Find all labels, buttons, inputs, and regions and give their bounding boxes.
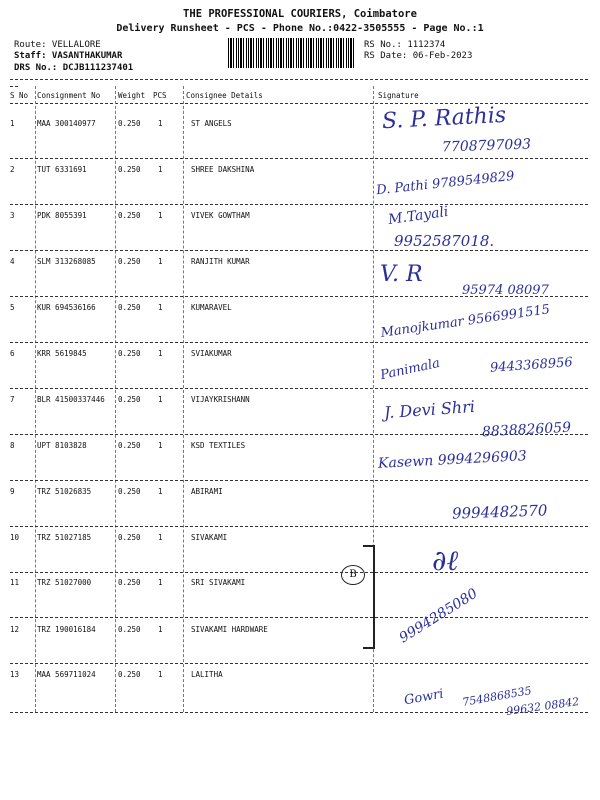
row-pcs: 1 <box>158 578 163 587</box>
row-weight: 0.250 <box>118 349 141 358</box>
signature-row-6: Panimala <box>379 355 442 384</box>
circled-mark: B <box>341 565 365 585</box>
row-consignment: PDK 8055391 <box>37 211 87 220</box>
row-consignment: TRZ 51027000 <box>37 578 92 587</box>
signature-phone-row-1: 7708797093 <box>441 136 532 156</box>
row-divider <box>10 663 588 664</box>
row-sno: 1 <box>10 119 15 128</box>
row-weight: 0.250 <box>118 165 141 174</box>
signature-row-3: M.Tayali <box>387 203 450 229</box>
row-consignment: SLM 313268085 <box>37 257 96 266</box>
row-weight: 0.250 <box>118 211 141 220</box>
row-pcs: 1 <box>158 303 163 312</box>
table-row <box>0 625 600 671</box>
staff-label: Staff: VASANTHAKUMAR <box>14 51 123 61</box>
row-consignee: SVIAKUMAR <box>191 349 232 358</box>
row-consignee: KUMARAVEL <box>191 303 232 312</box>
row-weight: 0.250 <box>118 625 141 634</box>
row-pcs: 1 <box>158 670 163 679</box>
signature-phone-row-13-alt: 99632 08842 <box>505 694 581 719</box>
col-signature: Signature <box>378 91 419 100</box>
row-consignee: ABIRAMI <box>191 487 223 496</box>
signature-row-8: Kasewn 9994296903 <box>377 448 528 472</box>
row-weight: 0.250 <box>118 533 141 542</box>
row-divider <box>10 342 588 343</box>
row-sno: 10 <box>10 533 20 542</box>
row-sno: 11 <box>10 578 20 587</box>
row-consignee: SRI SIVAKAMI <box>191 578 246 587</box>
row-consignee: LALITHA <box>191 670 223 679</box>
rs-number: RS No.: 1112374 <box>364 40 446 50</box>
row-weight: 0.250 <box>118 303 141 312</box>
row-consignment: TRZ 51026835 <box>37 487 92 496</box>
row-pcs: 1 <box>158 165 163 174</box>
row-divider <box>10 204 588 205</box>
company-title: THE PROFESSIONAL COURIERS, Coimbatore <box>183 8 417 20</box>
row-consignee: VIVEK GOWTHAM <box>191 211 250 220</box>
row-weight: 0.250 <box>118 119 141 128</box>
row-sno: 9 <box>10 487 15 496</box>
row-sno: 3 <box>10 211 15 220</box>
header-divider <box>10 79 588 80</box>
signature-scribble: ∂ℓ <box>432 544 459 577</box>
route-label: Route: VELLALORE <box>14 40 101 50</box>
row-consignment: MAA 300140977 <box>37 119 96 128</box>
signature-row-2: D. Pathi 9789549829 <box>375 168 516 199</box>
row-consignee: VIJAYKRISHANN <box>191 395 250 404</box>
row-pcs: 1 <box>158 349 163 358</box>
row-consignment: BLR 41500337446 <box>37 395 105 404</box>
signature-phone-row-6: 9443368956 <box>489 355 574 376</box>
runsheet-subtitle: Delivery Runsheet - PCS - Phone No.:0422-3505555 - Page No.:1 <box>116 23 484 34</box>
signature-row-4: V. R <box>380 262 423 287</box>
col-consignment: Consignment No <box>37 91 101 100</box>
row-sno: 4 <box>10 257 15 266</box>
row-weight: 0.250 <box>118 670 141 679</box>
rs-date: RS Date: 06-Feb-2023 <box>364 51 473 61</box>
row-divider <box>10 250 588 251</box>
row-pcs: 1 <box>158 487 163 496</box>
row-weight: 0.250 <box>118 487 141 496</box>
row-divider <box>10 617 588 618</box>
col-weight: Weight <box>118 91 146 100</box>
signature-row-13: Gowri <box>402 686 445 709</box>
row-divider <box>10 388 588 389</box>
row-sno: 2 <box>10 165 15 174</box>
col-consignee: Consignee Details <box>186 91 263 100</box>
row-consignee: SIVAKAMI HARDWARE <box>191 625 268 634</box>
signature-phone-row-4: 95974 08097 <box>462 283 549 298</box>
row-weight: 0.250 <box>118 578 141 587</box>
row-consignment: TUT 6331691 <box>37 165 87 174</box>
row-pcs: 1 <box>158 533 163 542</box>
row-sno: 6 <box>10 349 15 358</box>
drs-number: DRS No.: DCJB111237401 <box>14 63 134 73</box>
row-consignee: SIVAKAMI <box>191 533 228 542</box>
row-sno: 5 <box>10 303 15 312</box>
row-weight: 0.250 <box>118 395 141 404</box>
row-pcs: 1 <box>158 211 163 220</box>
signature-phone-row-11: 9994285080 <box>396 585 481 647</box>
row-consignment: KRR 5619845 <box>37 349 87 358</box>
signature-row-1: S. P. Rathis <box>381 102 507 135</box>
row-weight: 0.250 <box>118 257 141 266</box>
row-consignment: TRZ 51027185 <box>37 533 92 542</box>
col-pcs: PCS <box>153 91 167 100</box>
handwritten-bracket <box>363 545 375 649</box>
row-sno: 8 <box>10 441 15 450</box>
row-divider <box>10 572 588 573</box>
row-pcs: 1 <box>158 625 163 634</box>
signature-phone-row-3: 9952587018. <box>394 232 495 250</box>
col-sno: S No <box>10 91 29 100</box>
row-consignment: TRZ 190016184 <box>37 625 96 634</box>
signature-phone-row-13: 7548868535 <box>461 684 533 709</box>
signature-row-5: Manojkumar 9566991515 <box>379 302 551 341</box>
row-divider <box>10 712 588 713</box>
row-weight: 0.250 <box>118 441 141 450</box>
signature-phone-row-7: 8838826059 <box>481 419 572 441</box>
row-divider <box>10 480 588 481</box>
row-sno: 12 <box>10 625 20 634</box>
row-pcs: 1 <box>158 441 163 450</box>
row-divider <box>10 526 588 527</box>
signature-row-7: J. Devi Shri <box>383 396 476 423</box>
row-pcs: 1 <box>158 395 163 404</box>
row-consignment: KUR 694536166 <box>37 303 96 312</box>
header-tick <box>10 86 18 87</box>
row-pcs: 1 <box>158 257 163 266</box>
signature-row-9: 9994482570 <box>451 501 548 523</box>
barcode <box>228 38 356 68</box>
row-consignee: SHREE DAKSHINA <box>191 165 255 174</box>
row-consignment: MAA 569711024 <box>37 670 96 679</box>
row-consignee: RANJITH KUMAR <box>191 257 250 266</box>
row-consignee: KSD TEXTILES <box>191 441 246 450</box>
row-sno: 13 <box>10 670 20 679</box>
row-pcs: 1 <box>158 119 163 128</box>
row-consignee: ST ANGELS <box>191 119 232 128</box>
row-sno: 7 <box>10 395 15 404</box>
row-consignment: UPT 8103828 <box>37 441 87 450</box>
row-divider <box>10 158 588 159</box>
